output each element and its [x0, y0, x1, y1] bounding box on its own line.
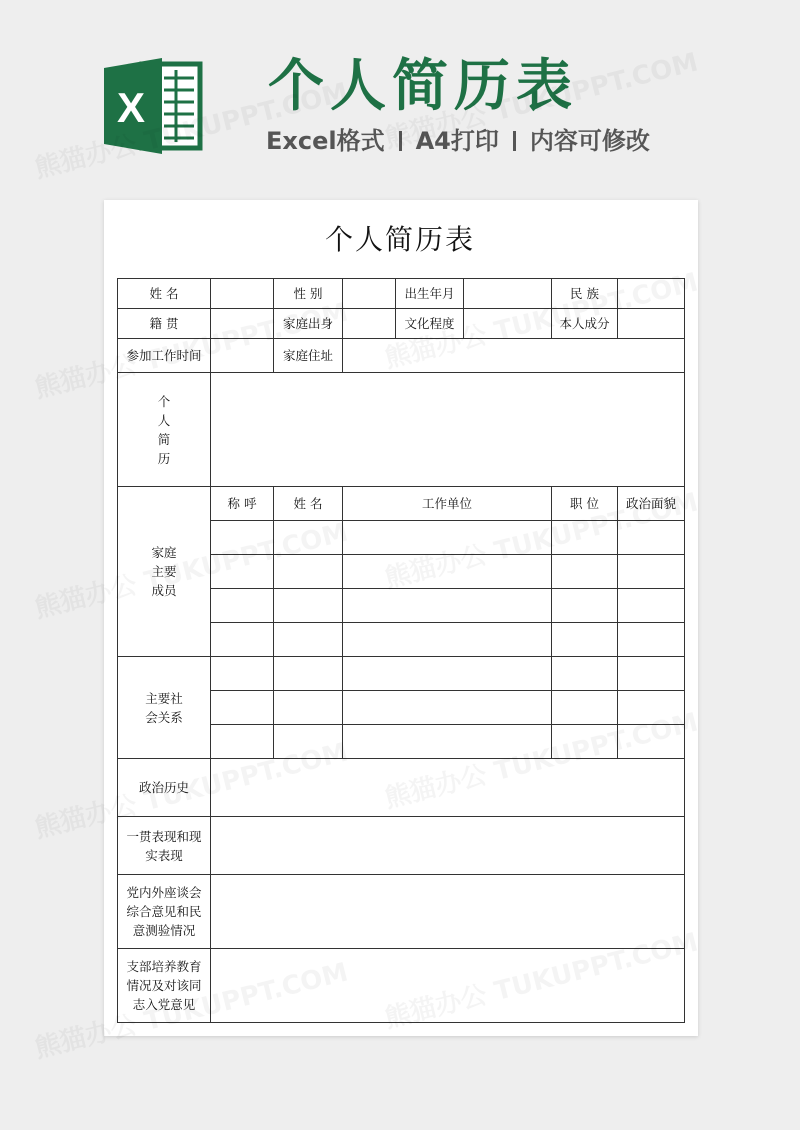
table-cell[interactable] [343, 657, 552, 691]
table-cell[interactable] [274, 521, 343, 555]
separator [513, 131, 516, 151]
birth-value-cell[interactable] [464, 279, 552, 309]
social-relations-label: 主要社 会关系 [118, 657, 211, 759]
gender-value-cell[interactable] [343, 279, 396, 309]
format-label: Excel格式 [266, 127, 385, 155]
table-cell[interactable] [552, 691, 618, 725]
table-row [118, 279, 685, 309]
resume-label: 个 人 简 历 [118, 373, 211, 487]
document-title: 个人简历表 [324, 223, 475, 256]
table-cell[interactable] [343, 623, 552, 657]
table-cell[interactable] [343, 521, 552, 555]
table-cell[interactable] [552, 521, 618, 555]
table-row [118, 339, 685, 373]
col-political-header: 政治面貌 [618, 487, 685, 521]
table-cell[interactable] [274, 589, 343, 623]
ethnic-value-cell[interactable] [618, 279, 685, 309]
political-history-value-cell[interactable] [211, 759, 685, 817]
table-cell[interactable] [618, 657, 685, 691]
table-cell[interactable] [211, 691, 274, 725]
table-cell[interactable] [552, 555, 618, 589]
table-cell[interactable] [274, 657, 343, 691]
col-title-header: 称 呼 [211, 487, 274, 521]
table-cell[interactable] [618, 521, 685, 555]
col-position-header: 职 位 [552, 487, 618, 521]
table-row [118, 373, 685, 487]
table-row [118, 949, 685, 1023]
personal-status-value-cell[interactable] [618, 309, 685, 339]
table-cell[interactable] [343, 691, 552, 725]
banner-title: 个人简历表 [268, 54, 578, 119]
address-value-cell[interactable] [343, 339, 685, 373]
table-cell[interactable] [618, 725, 685, 759]
table-row [118, 875, 685, 949]
table-cell[interactable] [618, 555, 685, 589]
table-cell[interactable] [274, 555, 343, 589]
table-cell[interactable] [618, 589, 685, 623]
ethnic-label: 民 族 [552, 279, 618, 309]
table-cell[interactable] [211, 589, 274, 623]
col-unit-header: 工作单位 [343, 487, 552, 521]
opinions-value-cell[interactable] [211, 875, 685, 949]
banner-subtitle [266, 124, 650, 158]
excel-icon [104, 56, 204, 156]
political-history-label: 政治历史 [118, 759, 211, 817]
work-start-label: 参加工作时间 [118, 339, 211, 373]
excel-icon-letter: X [116, 84, 146, 131]
opinions-label: 党内外座谈会 综合意见和民 意测验情况 [118, 875, 211, 949]
table-row [118, 657, 685, 691]
table-cell[interactable] [343, 725, 552, 759]
table-cell[interactable] [211, 657, 274, 691]
native-place-label: 籍 贯 [118, 309, 211, 339]
resume-table [117, 278, 685, 1023]
work-start-value-cell[interactable] [211, 339, 274, 373]
table-cell[interactable] [211, 623, 274, 657]
family-origin-label: 家庭出身 [274, 309, 343, 339]
table-cell[interactable] [618, 691, 685, 725]
table-row [118, 817, 685, 875]
table-cell[interactable] [274, 623, 343, 657]
performance-label: 一贯表现和现 实表现 [118, 817, 211, 875]
table-cell[interactable] [211, 555, 274, 589]
table-cell[interactable] [343, 555, 552, 589]
table-row [118, 487, 685, 521]
address-label: 家庭住址 [274, 339, 343, 373]
personal-status-label: 本人成分 [552, 309, 618, 339]
print-label: A4打印 [415, 127, 499, 155]
table-cell[interactable] [211, 725, 274, 759]
table-cell[interactable] [274, 725, 343, 759]
table-row [118, 759, 685, 817]
separator [399, 131, 402, 151]
education-label: 文化程度 [396, 309, 464, 339]
name-value-cell[interactable] [211, 279, 274, 309]
performance-value-cell[interactable] [211, 817, 685, 875]
resume-value-cell[interactable] [211, 373, 685, 487]
editable-label: 内容可修改 [529, 127, 650, 155]
table-cell[interactable] [552, 623, 618, 657]
family-origin-value-cell[interactable] [343, 309, 396, 339]
name-label: 姓 名 [118, 279, 211, 309]
table-cell[interactable] [552, 589, 618, 623]
col-name-header: 姓 名 [274, 487, 343, 521]
branch-opinion-value-cell[interactable] [211, 949, 685, 1023]
table-cell[interactable] [618, 623, 685, 657]
birth-label: 出生年月 [396, 279, 464, 309]
education-value-cell[interactable] [464, 309, 552, 339]
table-cell[interactable] [552, 657, 618, 691]
table-cell[interactable] [552, 725, 618, 759]
family-members-label: 家庭 主要 成员 [118, 487, 211, 657]
header-banner [0, 0, 800, 190]
table-cell[interactable] [274, 691, 343, 725]
table-row [118, 309, 685, 339]
table-cell[interactable] [343, 589, 552, 623]
native-place-value-cell[interactable] [211, 309, 274, 339]
table-cell[interactable] [211, 521, 274, 555]
gender-label: 性 别 [274, 279, 343, 309]
branch-opinion-label: 支部培养教育 情况及对该同 志入党意见 [118, 949, 211, 1023]
